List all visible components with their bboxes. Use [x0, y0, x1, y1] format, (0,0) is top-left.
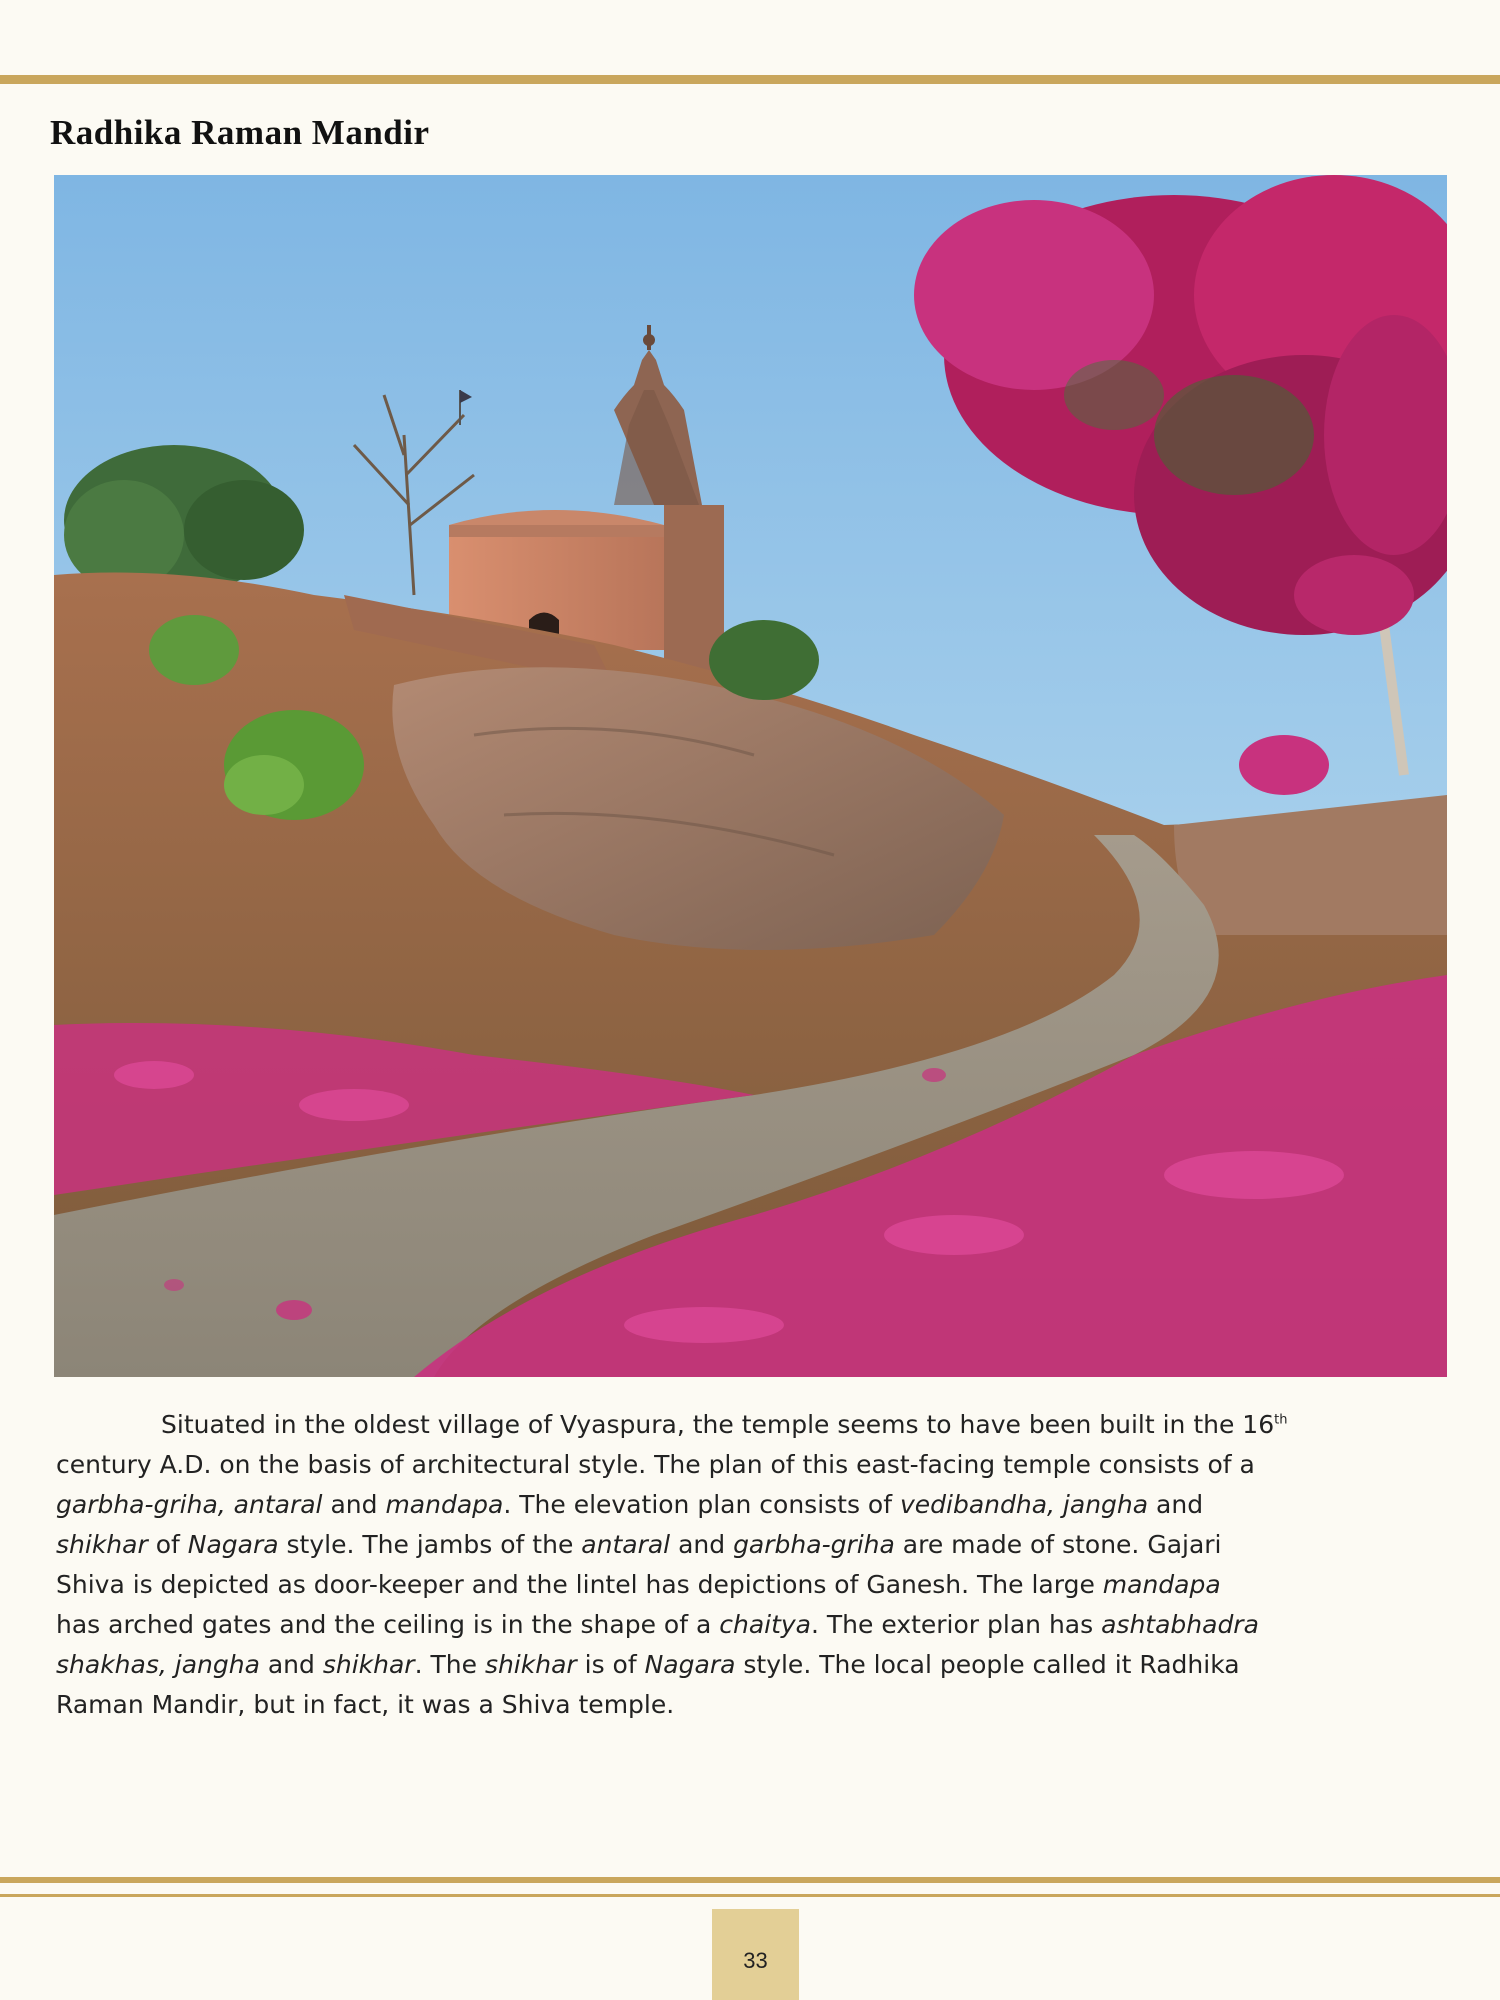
text-run: has arched gates and the ceiling is in the shape of a: [56, 1610, 720, 1639]
bottom-rule: [0, 1877, 1500, 1883]
text-run: is of: [576, 1650, 645, 1679]
text-line: [56, 1605, 1450, 1645]
text-run: . The exterior plan has: [811, 1610, 1102, 1639]
italic-term: antaral: [581, 1530, 671, 1559]
text-run: style. The jambs of the: [278, 1530, 582, 1559]
bottom-rule-thin: [0, 1894, 1500, 1897]
text-run: and: [670, 1530, 734, 1559]
text-run: and: [322, 1490, 386, 1519]
temple-photo: [54, 175, 1447, 1377]
text-line: [56, 1525, 1450, 1565]
italic-term: garbha-griha, antaral: [56, 1490, 323, 1519]
text-line: [56, 1405, 1450, 1445]
text-run: style. The local people called it Radhika: [735, 1650, 1240, 1679]
page-title: Radhika Raman Mandir: [50, 113, 430, 152]
ordinal-superscript: th: [1274, 1412, 1288, 1428]
page-number: 33: [743, 1948, 768, 1973]
text-line: Raman Mandir, but in fact, it was a Shiva temple.: [56, 1690, 675, 1719]
italic-term: vedibandha, jangha: [899, 1490, 1149, 1519]
text-run: . The: [414, 1650, 485, 1679]
top-rule: [0, 75, 1500, 84]
italic-term: mandapa: [385, 1490, 504, 1519]
italic-term: Nagara: [644, 1650, 736, 1679]
description-paragraph: [56, 1405, 1450, 1725]
text-run: and: [259, 1650, 323, 1679]
italic-term: shikhar: [322, 1650, 415, 1679]
italic-term: Nagara: [187, 1530, 279, 1559]
italic-term: shikhar: [484, 1650, 577, 1679]
italic-term: mandapa: [1102, 1570, 1221, 1599]
italic-term: shakhas, jangha: [56, 1650, 260, 1679]
italic-term: ashtabhadra: [1101, 1610, 1259, 1639]
text-line: [56, 1565, 1450, 1605]
italic-term: garbha-griha: [733, 1530, 895, 1559]
italic-term: chaitya: [719, 1610, 812, 1639]
text-line: [56, 1485, 1450, 1525]
text-line: century A.D. on the basis of architectural style. The plan of this east-facing temple consists of a: [56, 1450, 1255, 1479]
italic-term: shikhar: [56, 1530, 148, 1559]
text-run: of: [147, 1530, 188, 1559]
page-number-tab: [712, 1909, 799, 2000]
text-run: Shiva is depicted as door-keeper and the lintel has depictions of Ganesh. The large: [56, 1570, 1103, 1599]
text-run: Situated in the oldest village of Vyaspura, the temple seems to have been built in the 16: [161, 1410, 1275, 1439]
text-line: [56, 1645, 1450, 1685]
text-run: and: [1148, 1490, 1204, 1519]
text-run: . The elevation plan consists of: [503, 1490, 900, 1519]
text-run: are made of stone. Gajari: [894, 1530, 1222, 1559]
